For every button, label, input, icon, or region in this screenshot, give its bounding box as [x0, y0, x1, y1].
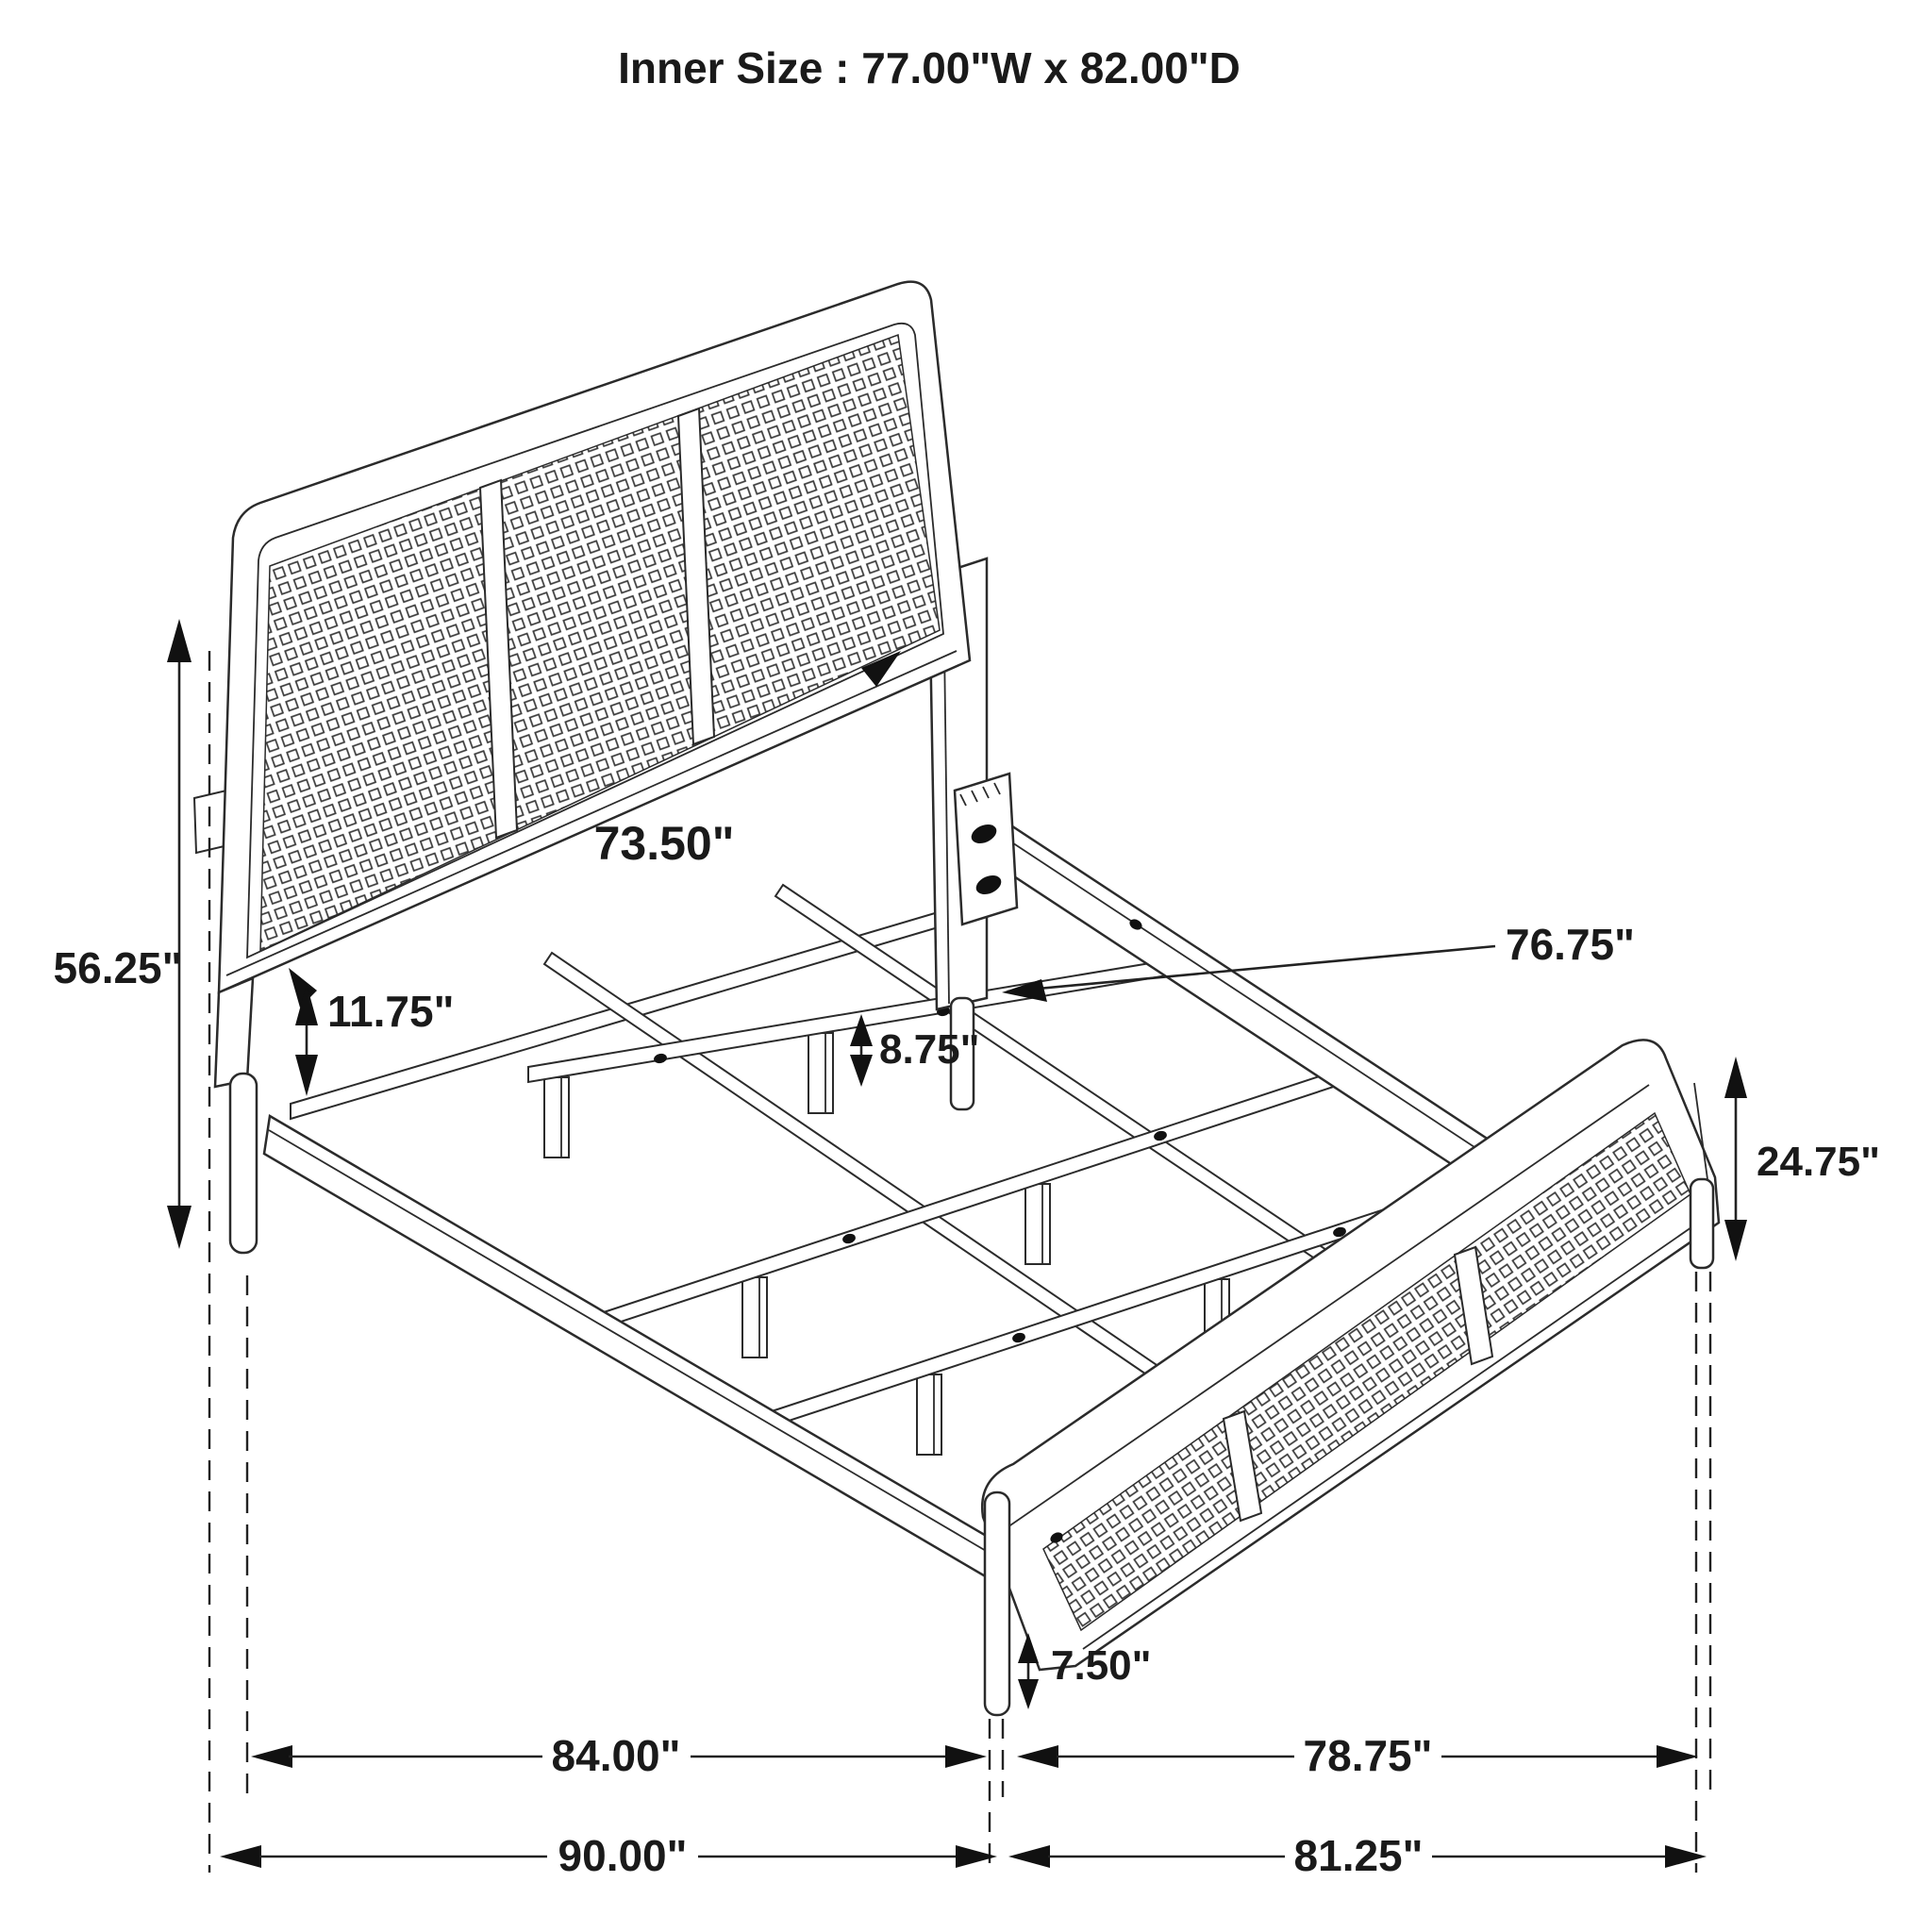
- slat-leg: [544, 1077, 569, 1158]
- footboard-cane-mesh: [1043, 1113, 1690, 1630]
- side-rail-left: [264, 1116, 1038, 1604]
- dim-label-78-75: 78.75": [1303, 1731, 1433, 1780]
- headboard-left-leg: [230, 1074, 257, 1253]
- rail-bracket: [955, 774, 1017, 924]
- dimension-footboard-height: [1724, 1057, 1880, 1261]
- dimension-overall-depth: [220, 1831, 997, 1880]
- dim-label-7-50: 7.50": [1051, 1642, 1152, 1689]
- dim-label-56-25: 56.25": [53, 943, 183, 992]
- dim-label-81-25: 81.25": [1293, 1831, 1424, 1880]
- slat-leg: [1025, 1184, 1050, 1264]
- dim-label-24-75: 24.75": [1757, 1139, 1880, 1185]
- dimension-headboard-height: [54, 619, 192, 1249]
- dimension-rail-inner-length: [251, 1731, 987, 1780]
- dimension-foot-inner-length: [1017, 1731, 1698, 1780]
- footboard-left-leg: [985, 1492, 1009, 1715]
- dim-label-76-75: 76.75": [1506, 920, 1635, 969]
- dim-label-8-75: 8.75": [879, 1026, 980, 1073]
- footboard-right-leg: [1690, 1179, 1713, 1268]
- footboard: [982, 1040, 1719, 1715]
- dim-label-84-00: 84.00": [551, 1731, 681, 1780]
- dimension-foot-overall-length: [1008, 1831, 1707, 1880]
- headboard-left-stile: [215, 978, 253, 1087]
- dim-label-90-00: 90.00": [558, 1831, 688, 1880]
- slat-leg: [742, 1277, 767, 1357]
- slat-leg: [808, 1033, 833, 1113]
- dim-label-73-50: 73.50": [593, 817, 735, 870]
- slat-leg: [917, 1374, 941, 1455]
- dim-label-11-75: 11.75": [327, 987, 455, 1036]
- page-title: Inner Size : 77.00"W x 82.00"D: [618, 43, 1241, 92]
